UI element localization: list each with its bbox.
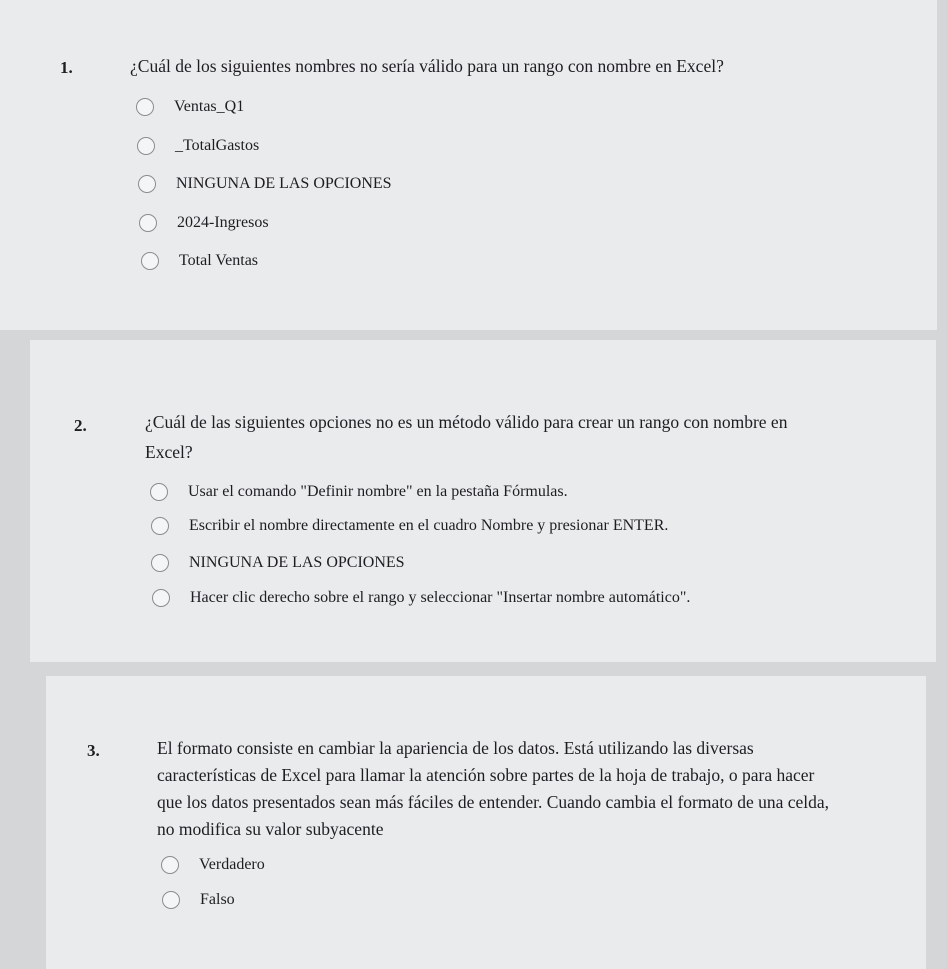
option-label: NINGUNA DE LAS OPCIONES: [189, 554, 405, 571]
radio-button[interactable]: [137, 137, 155, 155]
question-card-1: [0, 0, 937, 330]
question-text-line-1: El formato consiste en cambiar la apariencia de los datos. Está utilizando las diversas: [157, 738, 754, 758]
radio-button[interactable]: [162, 891, 180, 909]
option-2024-ingresos[interactable]: [139, 214, 269, 232]
question-number: 1.: [60, 58, 73, 77]
option-ventas-q1[interactable]: [136, 98, 244, 116]
option-label: 2024-Ingresos: [177, 214, 269, 231]
option-label: Escribir el nombre directamente en el cuadro Nombre y presionar ENTER.: [189, 517, 669, 534]
radio-button[interactable]: [151, 517, 169, 535]
question-number: 2.: [74, 416, 87, 435]
radio-button[interactable]: [150, 483, 168, 501]
radio-button[interactable]: [161, 856, 179, 874]
option-label: NINGUNA DE LAS OPCIONES: [176, 175, 392, 192]
option-cuadro-nombre[interactable]: [151, 517, 668, 535]
option-falso[interactable]: [162, 891, 235, 909]
option-definir-nombre[interactable]: [150, 483, 568, 501]
option-total-ventas[interactable]: [141, 252, 258, 270]
option-ninguna[interactable]: [138, 175, 392, 193]
question-text-line-2: características de Excel para llamar la atención sobre partes de la hoja de trabajo, o para hacer: [157, 765, 815, 785]
option-label: Verdadero: [199, 856, 265, 873]
option-verdadero[interactable]: [161, 856, 265, 874]
radio-button[interactable]: [152, 589, 170, 607]
question-text-line-1: ¿Cuál de las siguientes opciones no es un método válido para crear un rango con nombre en: [145, 412, 788, 432]
option-label: _TotalGastos: [175, 137, 260, 154]
option-label: Total Ventas: [179, 252, 259, 269]
option-label: Usar el comando "Definir nombre" en la pestaña Fórmulas.: [188, 483, 568, 500]
option-label: Falso: [200, 891, 235, 908]
question-text: ¿Cuál de los siguientes nombres no sería válido para un rango con nombre en Excel?: [130, 56, 724, 76]
question-number: 3.: [87, 741, 100, 760]
question-text-line-3: que los datos presentados sean más fáciles de entender. Cuando cambia el formato de una celda,: [157, 792, 830, 812]
option-insertar-nombre[interactable]: [152, 589, 690, 607]
option-label: Hacer clic derecho sobre el rango y seleccionar "Insertar nombre automático".: [190, 589, 691, 606]
question-text-line-2: Excel?: [145, 442, 193, 462]
radio-button[interactable]: [136, 98, 154, 116]
radio-button[interactable]: [151, 554, 169, 572]
option-totalgastos[interactable]: [137, 137, 259, 155]
radio-button[interactable]: [141, 252, 159, 270]
radio-button[interactable]: [138, 175, 156, 193]
option-label: Ventas_Q1: [174, 98, 245, 115]
question-card-3: [46, 676, 926, 969]
option-ninguna[interactable]: [151, 554, 405, 572]
radio-button[interactable]: [139, 214, 157, 232]
question-text-line-4: no modifica su valor subyacente: [157, 819, 384, 839]
question-card-2: [30, 340, 936, 662]
